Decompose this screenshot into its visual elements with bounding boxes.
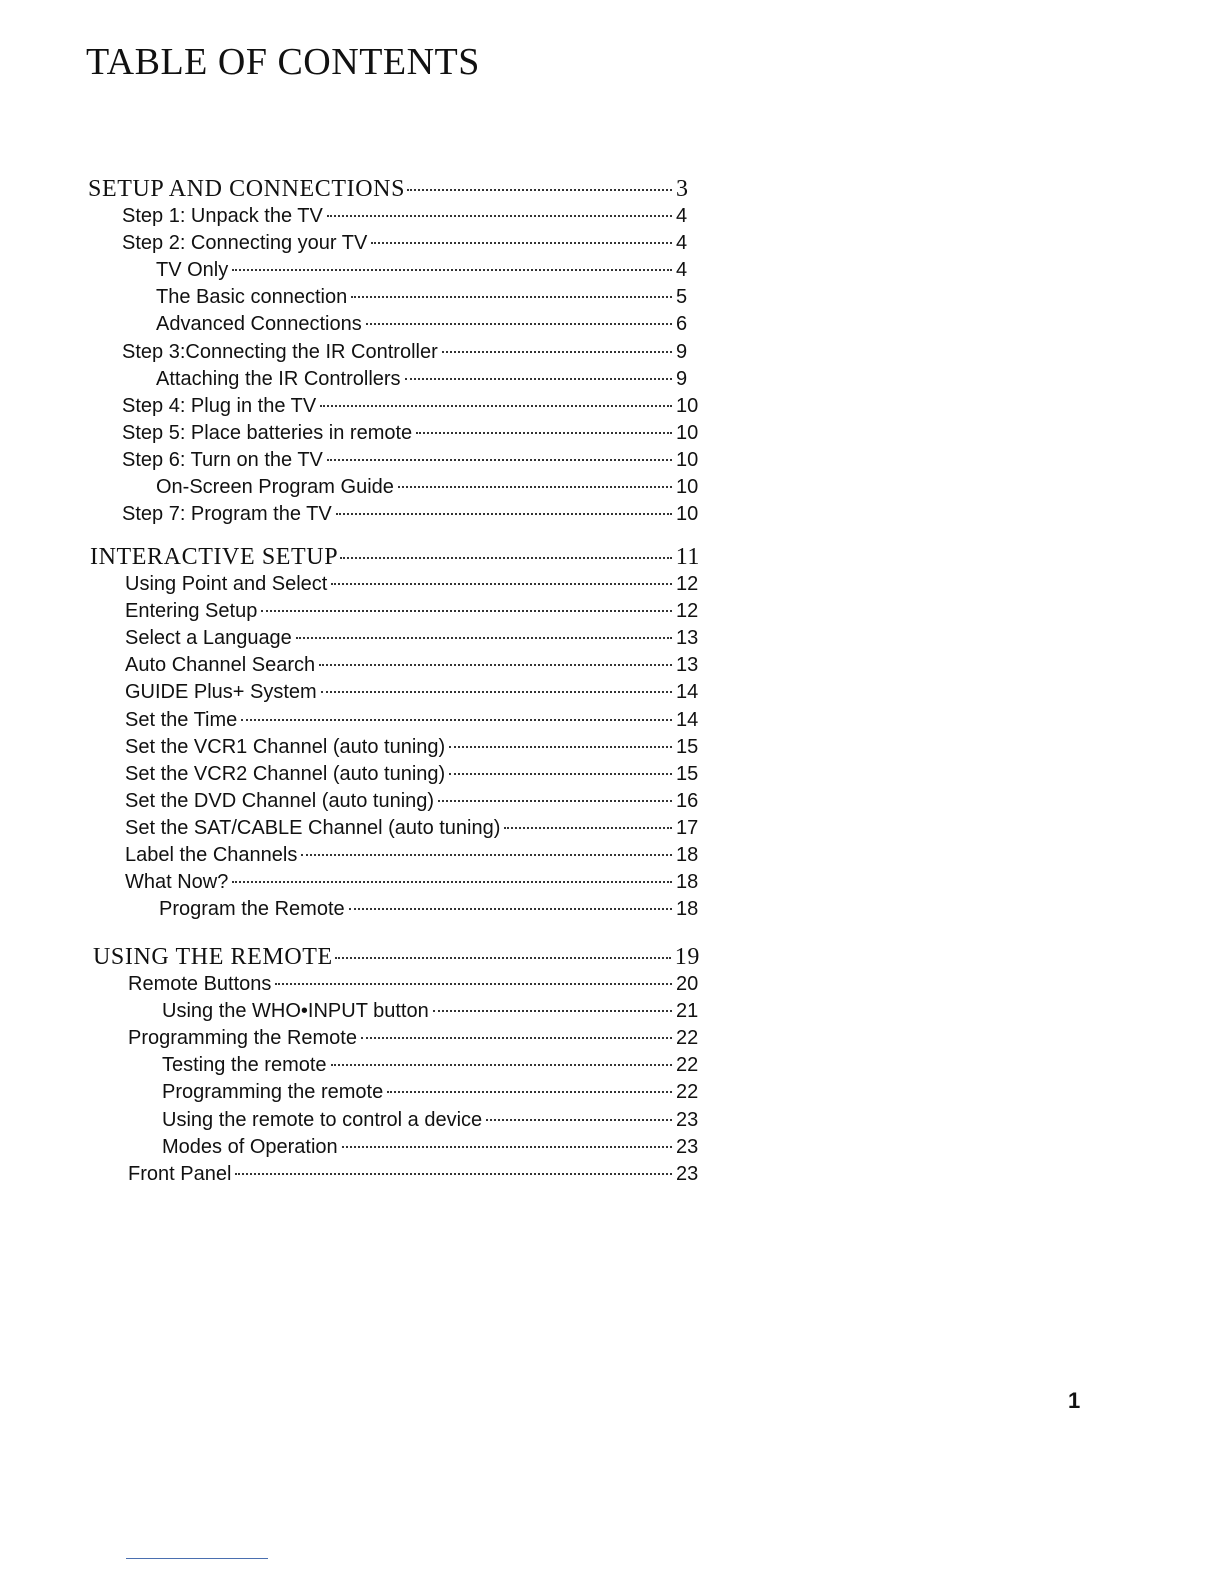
toc-entry[interactable] xyxy=(122,503,700,530)
toc-subentry-label: Programming the remote xyxy=(162,1081,384,1103)
toc-entry-page-number: 18 xyxy=(676,844,699,866)
toc-entry-page-number: 10 xyxy=(676,503,699,525)
toc-entry-label: Step 6: Turn on the TV xyxy=(122,449,323,471)
toc-entry[interactable] xyxy=(125,790,700,817)
toc-subentry[interactable] xyxy=(156,286,700,313)
toc-entry[interactable] xyxy=(125,709,700,736)
dot-leader xyxy=(261,610,672,612)
toc-entry-label: Step 7: Program the TV xyxy=(122,503,332,525)
dot-leader xyxy=(438,800,672,802)
toc-entry-page-number: 15 xyxy=(676,763,699,785)
toc-section-heading[interactable] xyxy=(88,176,700,206)
toc-entry[interactable] xyxy=(122,395,700,422)
dot-leader xyxy=(235,1173,672,1175)
toc-entry[interactable] xyxy=(128,1027,700,1054)
toc-entry[interactable] xyxy=(125,817,700,844)
toc-entry[interactable] xyxy=(122,341,700,368)
toc-entry[interactable] xyxy=(125,573,700,600)
toc-subentry-page-number: 23 xyxy=(676,1136,699,1158)
toc-subentry-page-number: 4 xyxy=(676,259,688,281)
toc-section-heading-label: SETUP AND CONNECTIONS xyxy=(88,176,406,202)
toc-subentry-label: TV Only xyxy=(156,259,229,281)
dot-leader xyxy=(320,405,672,407)
dot-leader xyxy=(416,432,672,434)
toc-entry-page-number: 10 xyxy=(676,395,699,417)
toc-entry[interactable] xyxy=(122,232,700,259)
dot-leader xyxy=(331,583,672,585)
toc-subentry[interactable] xyxy=(162,1054,700,1081)
toc-subentry-page-number: 6 xyxy=(676,313,688,335)
footer-rule xyxy=(126,1558,268,1559)
toc-section-heading-page-number: 3 xyxy=(676,176,689,202)
toc-subentry-label: Using the remote to control a device xyxy=(162,1109,483,1131)
toc-entry-label: Front Panel xyxy=(128,1163,232,1185)
toc-entry[interactable] xyxy=(125,871,700,898)
dot-leader xyxy=(327,215,672,217)
toc-subentry-label: Modes of Operation xyxy=(162,1136,338,1158)
dot-leader xyxy=(340,557,672,559)
toc-entry-label: Step 5: Place batteries in remote xyxy=(122,422,413,444)
toc-entry-page-number: 18 xyxy=(676,871,699,893)
toc-entry[interactable] xyxy=(125,654,700,681)
toc-subentry[interactable] xyxy=(162,1081,700,1108)
toc-entry-label: Entering Setup xyxy=(125,600,258,622)
toc-subentry[interactable] xyxy=(162,1000,700,1027)
toc-entry-page-number: 9 xyxy=(676,341,688,363)
toc-section-heading-label: USING THE REMOTE xyxy=(93,944,333,970)
page-title: TABLE OF CONTENTS xyxy=(86,41,480,83)
toc-entry-page-number: 12 xyxy=(676,600,699,622)
toc-entry-label: Using Point and Select xyxy=(125,573,328,595)
toc-entry[interactable] xyxy=(122,449,700,476)
toc-entry-label: Set the Time xyxy=(125,709,238,731)
dot-leader xyxy=(241,719,672,721)
toc-entry[interactable] xyxy=(125,681,700,708)
toc-entry-page-number: 13 xyxy=(676,654,699,676)
toc-entry-label: Step 3:Connecting the IR Controller xyxy=(122,341,438,363)
toc-entry-label: Set the DVD Channel (auto tuning) xyxy=(125,790,435,812)
toc-entry-label: Set the SAT/CABLE Channel (auto tuning) xyxy=(125,817,501,839)
toc-subentry-page-number: 22 xyxy=(676,1054,699,1076)
toc-entry-label: Step 1: Unpack the TV xyxy=(122,205,323,227)
toc-subentry-page-number: 22 xyxy=(676,1081,699,1103)
toc-entry-label: What Now? xyxy=(125,871,229,893)
dot-leader xyxy=(327,459,672,461)
toc-entry-page-number: 20 xyxy=(676,973,699,995)
toc-subentry[interactable] xyxy=(162,1109,700,1136)
dot-leader xyxy=(405,378,672,380)
toc-entry[interactable] xyxy=(128,973,700,1000)
dot-leader xyxy=(342,1146,672,1148)
toc-entry[interactable] xyxy=(122,422,700,449)
dot-leader xyxy=(296,637,672,639)
toc-entry-page-number: 22 xyxy=(676,1027,699,1049)
toc-subentry[interactable] xyxy=(156,259,700,286)
dot-leader xyxy=(442,351,672,353)
toc-subentry-label: Advanced Connections xyxy=(156,313,362,335)
toc-entry-label: Set the VCR2 Channel (auto tuning) xyxy=(125,763,446,785)
toc-subentry-page-number: 18 xyxy=(676,898,699,920)
dot-leader xyxy=(449,746,672,748)
toc-subentry-page-number: 21 xyxy=(676,1000,699,1022)
toc-section-heading-label: INTERACTIVE SETUP xyxy=(90,544,339,570)
dot-leader xyxy=(407,189,672,191)
toc-entry-label: GUIDE Plus+ System xyxy=(125,681,317,703)
page-number: 1 xyxy=(1068,1388,1081,1413)
toc-section-heading[interactable] xyxy=(90,544,700,574)
toc-entry-page-number: 13 xyxy=(676,627,699,649)
toc-entry-page-number: 10 xyxy=(676,449,699,471)
toc-subentry-page-number: 23 xyxy=(676,1109,699,1131)
toc-entry-page-number: 12 xyxy=(676,573,699,595)
toc-entry-label: Select a Language xyxy=(125,627,292,649)
toc-entry-page-number: 14 xyxy=(676,681,699,703)
toc-entry[interactable] xyxy=(125,763,700,790)
toc-entry-label: Label the Channels xyxy=(125,844,298,866)
toc-section-heading-page-number: 19 xyxy=(674,944,700,970)
toc-subentry-label: Using the WHO•INPUT button xyxy=(162,1000,429,1022)
toc-entry[interactable] xyxy=(125,627,700,654)
dot-leader xyxy=(331,1064,672,1066)
toc-entry-page-number: 14 xyxy=(676,709,699,731)
toc-subentry[interactable] xyxy=(162,1136,700,1163)
dot-leader xyxy=(387,1091,672,1093)
toc-subentry-label: Attaching the IR Controllers xyxy=(156,368,401,390)
toc-subentry[interactable] xyxy=(156,368,700,395)
toc-entry-page-number: 4 xyxy=(676,205,688,227)
toc-subentry-label: Testing the remote xyxy=(162,1054,327,1076)
toc-section-heading-page-number: 11 xyxy=(675,544,700,570)
toc-subentry-label: Program the Remote xyxy=(159,898,345,920)
dot-leader xyxy=(319,664,672,666)
dot-leader xyxy=(351,296,672,298)
dot-leader xyxy=(275,983,672,985)
dot-leader xyxy=(449,773,672,775)
dot-leader xyxy=(361,1037,672,1039)
toc-entry-label: Auto Channel Search xyxy=(125,654,316,676)
dot-leader xyxy=(336,513,672,515)
toc-entry[interactable] xyxy=(125,736,700,763)
toc-entry-label: Remote Buttons xyxy=(128,973,272,995)
dot-leader xyxy=(349,908,672,910)
toc-subentry-label: The Basic connection xyxy=(156,286,348,308)
toc-entry-page-number: 15 xyxy=(676,736,699,758)
dot-leader xyxy=(321,691,672,693)
dot-leader xyxy=(366,323,672,325)
toc-subentry[interactable] xyxy=(159,898,700,925)
toc-entry[interactable] xyxy=(125,844,700,871)
toc-subentry[interactable] xyxy=(156,313,700,340)
toc-entry-page-number: 17 xyxy=(676,817,699,839)
dot-leader xyxy=(335,957,671,959)
toc-entry-label: Step 2: Connecting your TV xyxy=(122,232,368,254)
toc-subentry-label: On-Screen Program Guide xyxy=(156,476,394,498)
dot-leader xyxy=(371,242,672,244)
toc-entry-page-number: 4 xyxy=(676,232,688,254)
dot-leader xyxy=(504,827,672,829)
toc-entry[interactable] xyxy=(125,600,700,627)
toc-entry[interactable] xyxy=(122,205,700,232)
toc-subentry-page-number: 9 xyxy=(676,368,688,390)
dot-leader xyxy=(301,854,672,856)
toc-entry-label: Set the VCR1 Channel (auto tuning) xyxy=(125,736,446,758)
toc-subentry-page-number: 5 xyxy=(676,286,688,308)
toc-subentry-page-number: 10 xyxy=(676,476,699,498)
toc-section-heading[interactable] xyxy=(93,944,700,974)
dot-leader xyxy=(486,1119,672,1121)
toc-entry-label: Programming the Remote xyxy=(128,1027,357,1049)
dot-leader xyxy=(232,269,672,271)
toc-subentry[interactable] xyxy=(156,476,700,503)
toc-entry[interactable] xyxy=(128,1163,700,1190)
toc-entry-label: Step 4: Plug in the TV xyxy=(122,395,317,417)
dot-leader xyxy=(398,486,672,488)
dot-leader xyxy=(232,881,672,883)
toc-entry-page-number: 23 xyxy=(676,1163,699,1185)
toc-entry-page-number: 10 xyxy=(676,422,699,444)
toc-entry-page-number: 16 xyxy=(676,790,699,812)
dot-leader xyxy=(433,1010,672,1012)
